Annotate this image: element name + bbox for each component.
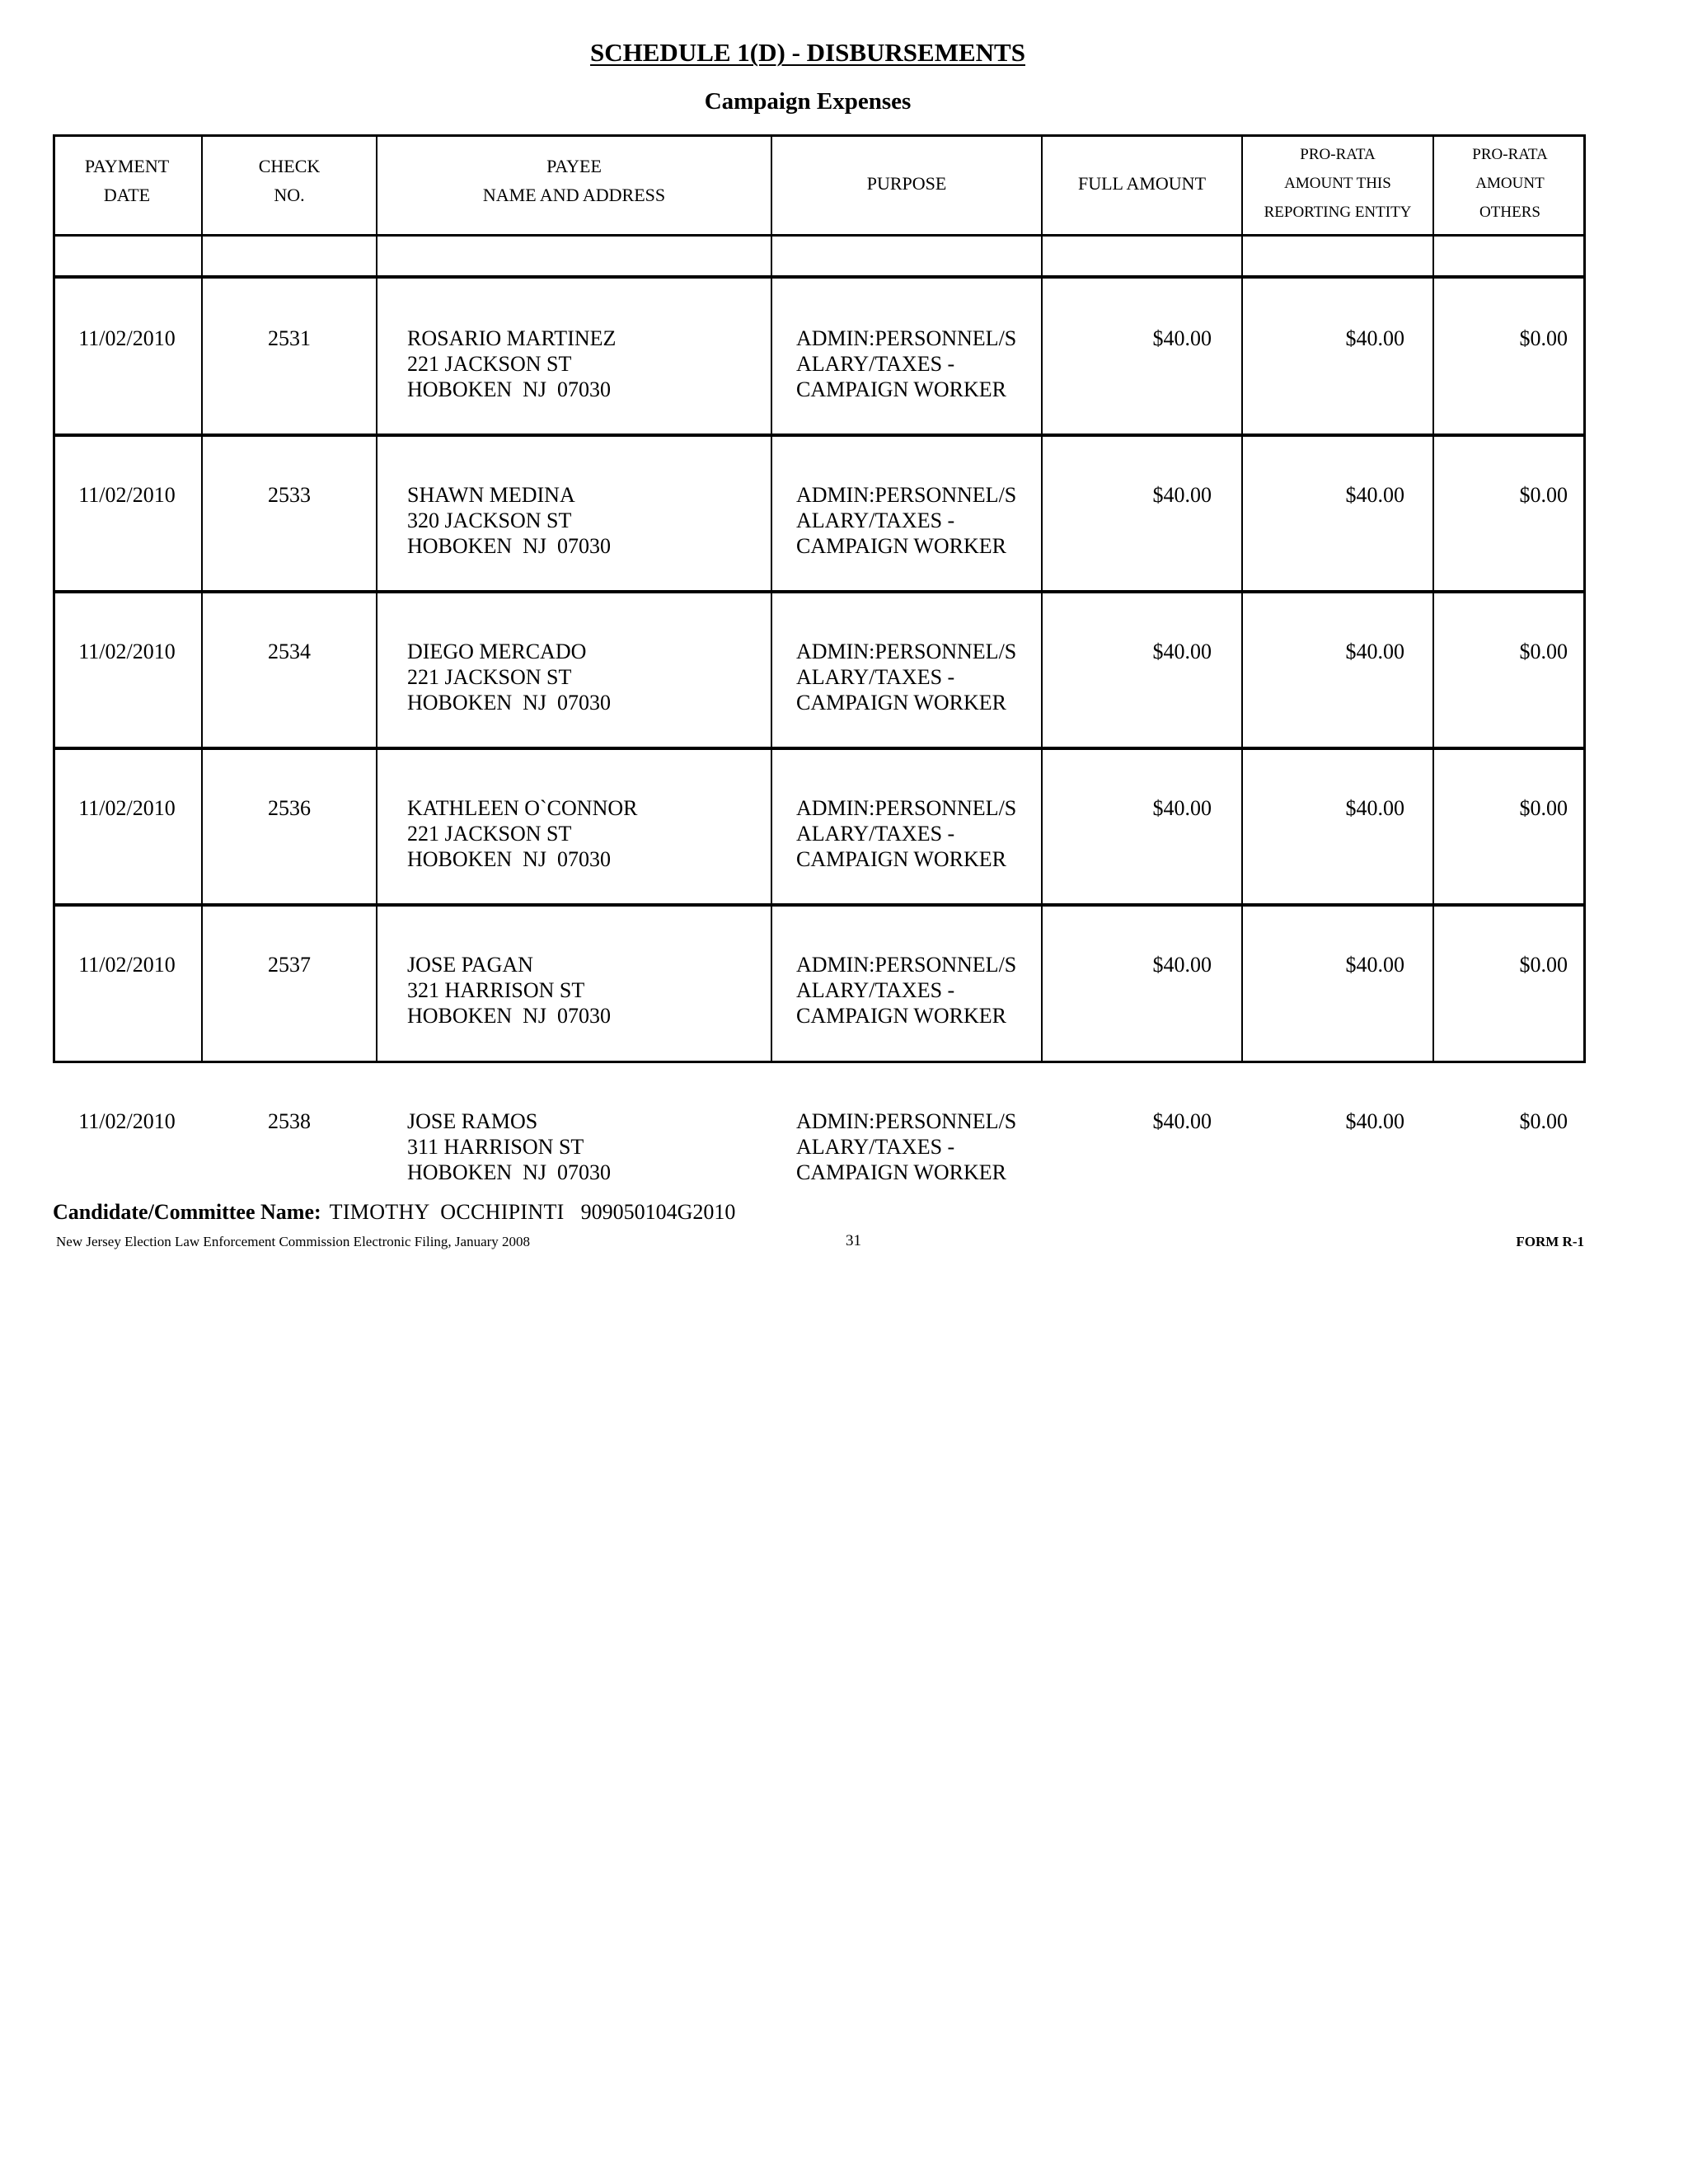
payment-date: 11/02/2010 <box>78 953 176 977</box>
page-number: 31 <box>846 1232 861 1249</box>
purpose: ADMIN:PERSONNEL/S ALARY/TAXES - CAMPAIGN WORKER <box>796 483 1017 558</box>
prorata-others-amount: $0.00 <box>1519 326 1568 350</box>
check-number: 2533 <box>268 483 311 507</box>
full-amount: $40.00 <box>1152 326 1212 350</box>
header-prorata-others: PRO-RATA AMOUNT OTHERS <box>1472 146 1548 221</box>
header-prorata-entity: PRO-RATA AMOUNT THIS REPORTING ENTITY <box>1264 146 1412 221</box>
purpose: ADMIN:PERSONNEL/S ALARY/TAXES - CAMPAIGN WORKER <box>796 953 1017 1028</box>
header-payment-date: PAYMENT DATE <box>84 156 170 205</box>
prorata-others-amount: $0.00 <box>1519 483 1568 507</box>
check-number: 2538 <box>268 1109 311 1133</box>
form-label: FORM R-1 <box>1516 1234 1584 1249</box>
blank-row-divider <box>53 275 1586 279</box>
full-amount: $40.00 <box>1152 796 1212 820</box>
header-check-no: CHECK NO. <box>258 156 321 205</box>
schedule-subtitle: Campaign Expenses <box>704 88 912 115</box>
check-number: 2536 <box>268 796 311 820</box>
purpose: ADMIN:PERSONNEL/S ALARY/TAXES - CAMPAIGN WORKER <box>796 640 1017 715</box>
purpose: ADMIN:PERSONNEL/S ALARY/TAXES - CAMPAIGN WORKER <box>796 1109 1017 1184</box>
committee-label: Candidate/Committee Name: <box>53 1200 321 1224</box>
payment-date: 11/02/2010 <box>78 640 176 663</box>
payment-date: 11/02/2010 <box>78 326 176 350</box>
column-divider <box>376 134 377 1063</box>
full-amount: $40.00 <box>1152 640 1212 663</box>
payee-name-address: ROSARIO MARTINEZ 221 JACKSON ST HOBOKEN NJ 07030 <box>407 326 617 401</box>
full-amount: $40.00 <box>1152 483 1212 507</box>
header-divider <box>53 234 1586 237</box>
payee-name-address: KATHLEEN O`CONNOR 221 JACKSON ST HOBOKEN NJ 07030 <box>407 796 638 871</box>
payment-date: 11/02/2010 <box>78 483 176 507</box>
prorata-entity-amount: $40.00 <box>1345 326 1404 350</box>
prorata-others-amount: $0.00 <box>1519 640 1568 663</box>
full-amount: $40.00 <box>1152 1109 1212 1133</box>
disbursements-table-frame <box>53 134 1586 1063</box>
schedule-title: SCHEDULE 1(D) - DISBURSEMENTS <box>590 38 1025 67</box>
purpose: ADMIN:PERSONNEL/S ALARY/TAXES - CAMPAIGN WORKER <box>796 796 1017 871</box>
full-amount: $40.00 <box>1152 953 1212 977</box>
purpose: ADMIN:PERSONNEL/S ALARY/TAXES - CAMPAIGN WORKER <box>796 326 1017 401</box>
commission-footer-text: New Jersey Election Law Enforcement Commission Electronic Filing, January 2008 <box>56 1234 531 1249</box>
column-divider <box>201 134 203 1063</box>
header-full-amount: FULL AMOUNT <box>1077 173 1207 194</box>
row-divider <box>53 434 1586 437</box>
row-divider <box>53 590 1586 593</box>
payment-date: 11/02/2010 <box>78 1109 176 1133</box>
prorata-entity-amount: $40.00 <box>1345 640 1404 663</box>
column-divider <box>1241 134 1243 1063</box>
column-divider <box>771 134 772 1063</box>
header-payee: PAYEE NAME AND ADDRESS <box>482 156 666 205</box>
prorata-others-amount: $0.00 <box>1519 953 1568 977</box>
prorata-entity-amount: $40.00 <box>1345 483 1404 507</box>
check-number: 2531 <box>268 326 311 350</box>
committee-name-line <box>53 1200 735 1225</box>
prorata-others-amount: $0.00 <box>1519 796 1568 820</box>
prorata-entity-amount: $40.00 <box>1345 1109 1404 1133</box>
prorata-others-amount: $0.00 <box>1519 1109 1568 1133</box>
column-divider <box>1041 134 1043 1063</box>
check-number: 2537 <box>268 953 311 977</box>
payee-name-address: JOSE PAGAN 321 HARRISON ST HOBOKEN NJ 07030 <box>407 953 611 1028</box>
row-divider <box>53 903 1586 907</box>
row-divider <box>53 747 1586 750</box>
check-number: 2534 <box>268 640 311 663</box>
payee-name-address: DIEGO MERCADO 221 JACKSON ST HOBOKEN NJ 07030 <box>407 640 611 715</box>
prorata-entity-amount: $40.00 <box>1345 953 1404 977</box>
prorata-entity-amount: $40.00 <box>1345 796 1404 820</box>
header-purpose: PURPOSE <box>866 173 947 194</box>
committee-id: 909050104G2010 <box>580 1200 736 1224</box>
payee-name-address: SHAWN MEDINA 320 JACKSON ST HOBOKEN NJ 07030 <box>407 483 611 558</box>
committee-name: TIMOTHY OCCHIPINTI <box>329 1200 565 1224</box>
payee-name-address: JOSE RAMOS 311 HARRISON ST HOBOKEN NJ 07030 <box>407 1109 611 1184</box>
payment-date: 11/02/2010 <box>78 796 176 820</box>
column-divider <box>1432 134 1434 1063</box>
